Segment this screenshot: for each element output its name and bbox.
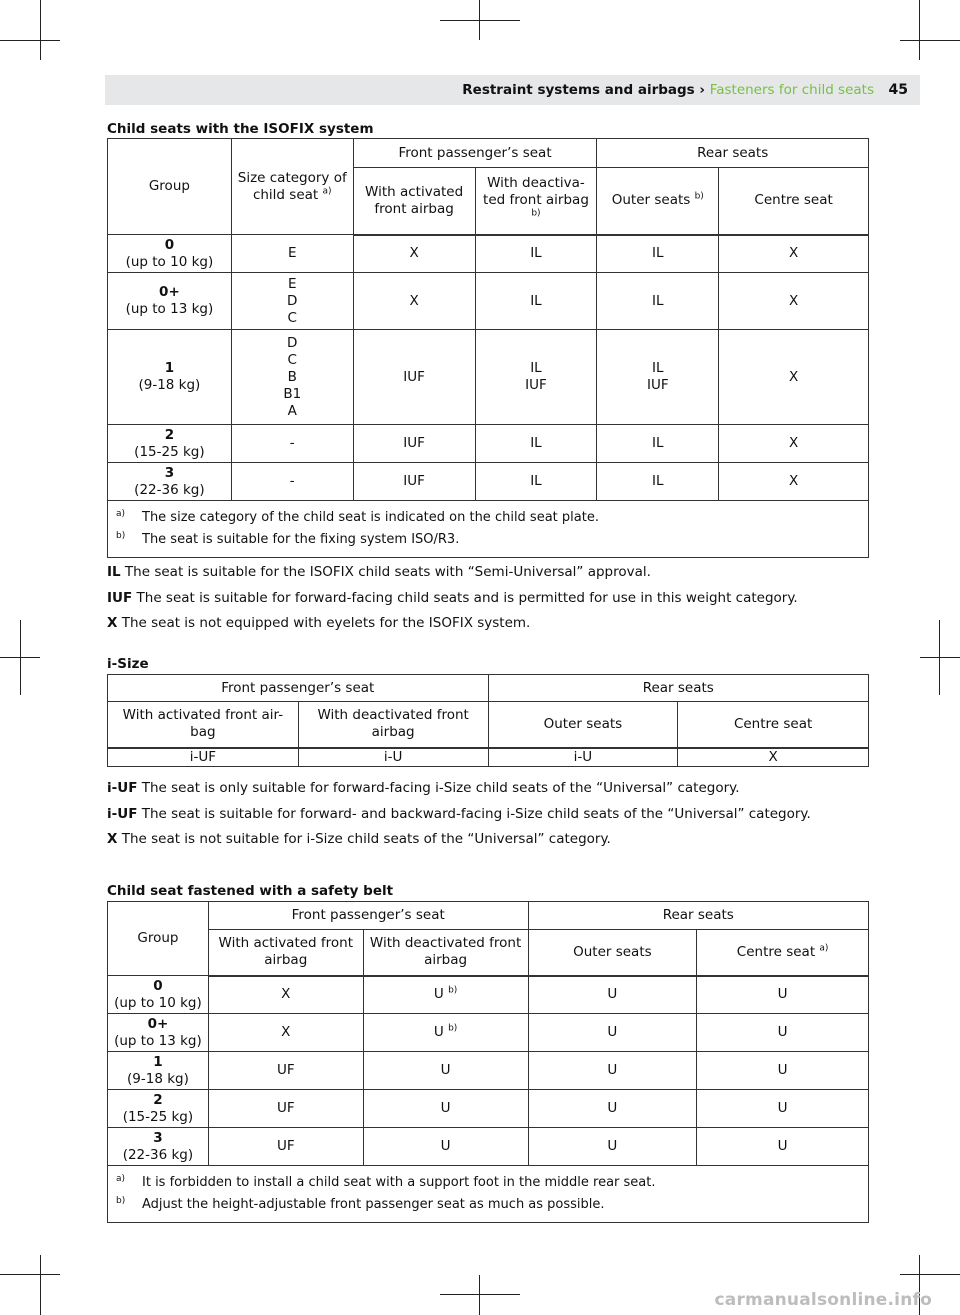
isofix-cell-size: - <box>231 425 353 463</box>
isofix-cell-fd: IL <box>475 273 597 330</box>
group-cell: 2 (15-25 kg) <box>108 425 232 463</box>
belt-cell-outer: U <box>528 1090 697 1128</box>
isofix-cell-centre: X <box>719 330 869 425</box>
crop-mark <box>920 657 960 658</box>
group-cell: 0+ (up to 13 kg) <box>108 1014 209 1052</box>
legend-i-uf-2: i-UF The seat is suitable for forward- and backward-facing i-Size child seats of the “Universal” category. <box>107 806 811 822</box>
belt-cell-front-deactive: U <box>363 1052 528 1090</box>
page-number: 45 <box>888 82 908 98</box>
isofix-title: Child seats with the ISOFIX system <box>107 121 374 137</box>
legend-x-2: X The seat is not suitable for i-Size child seats of the “Universal” category. <box>107 831 611 847</box>
belt-row <box>108 976 869 1014</box>
isofix-header-size: Size category of child seat $^{a)}$ <box>231 139 353 235</box>
belt-cell-centre: U <box>697 1052 869 1090</box>
isize-header-front: Front passenger’s seat <box>108 675 489 702</box>
belt-header-front-deactive: With deactivated front airbag <box>363 930 528 976</box>
isize-title: i-Size <box>107 656 149 672</box>
group-cell: 0+ (up to 13 kg) <box>108 273 232 330</box>
isofix-footnotes: a) The size category of the child seat is indicated on the child seat plate. b) The seat is suitable for the fixing system ISO/R3. <box>108 501 869 558</box>
group-cell: 3 (22-36 kg) <box>108 463 232 501</box>
isize-header-outer: Outer seats <box>488 702 678 748</box>
belt-footnotes: a) It is forbidden to install a child seat with a support foot in the middle rear seat. b) Adjust the height-adjustable front passenger seat as much as possible. <box>108 1166 869 1223</box>
belt-header-outer: Outer seats <box>528 930 697 976</box>
isize-header-front-active: With activated front air-bag <box>108 702 299 748</box>
footnote-text: It is forbidden to install a child seat with a support foot in the middle rear seat. <box>142 1175 656 1190</box>
isofix-table <box>107 138 869 558</box>
isofix-cell-fa: X <box>353 273 475 330</box>
belt-row <box>108 1052 869 1090</box>
isofix-cell-size: D C B B1 A <box>231 330 353 425</box>
footnote-text: The seat is suitable for the fixing system ISO/R3. <box>142 532 460 547</box>
isize-header-centre: Centre seat <box>678 702 869 748</box>
footnote-text: Adjust the height-adjustable front passenger seat as much as possible. <box>142 1197 605 1212</box>
isofix-cell-fa: IUF <box>353 425 475 463</box>
isofix-header-outer: Outer seats $^{b)}$ <box>597 168 719 235</box>
belt-cell-front-active: UF <box>208 1128 363 1166</box>
belt-cell-outer: U <box>528 1052 697 1090</box>
isize-cell: i-U <box>488 748 678 767</box>
belt-row <box>108 1014 869 1052</box>
isofix-row <box>108 330 869 425</box>
belt-row <box>108 1128 869 1166</box>
belt-cell-centre: U <box>697 1128 869 1166</box>
isofix-cell-fd: IL IUF <box>475 330 597 425</box>
group-cell: 0 (up to 10 kg) <box>108 976 209 1014</box>
group-cell: 2 (15-25 kg) <box>108 1090 209 1128</box>
isofix-row <box>108 273 869 330</box>
legend-iuf: IUF The seat is suitable for forward-facing child seats and is permitted for use in this weight category. <box>107 590 798 606</box>
belt-header-front: Front passenger’s seat <box>208 902 528 930</box>
belt-cell-front-active: UF <box>208 1090 363 1128</box>
isofix-header-group: Group <box>108 139 232 235</box>
isize-cell: X <box>678 748 869 767</box>
isofix-header-centre: Centre seat <box>719 168 869 235</box>
isize-header-rear: Rear seats <box>488 675 868 702</box>
crop-mark <box>0 40 60 41</box>
belt-row <box>108 1090 869 1128</box>
header-chapter: Restraint systems and airbags <box>462 82 695 98</box>
belt-cell-outer: U <box>528 1128 697 1166</box>
belt-cell-front-deactive: U $^{b)}$ <box>363 1014 528 1052</box>
watermark: carmanualsonline.info <box>714 1290 932 1310</box>
isofix-cell-outer: IL <box>597 425 719 463</box>
isofix-cell-outer: IL IUF <box>597 330 719 425</box>
isofix-cell-size: E <box>231 235 353 273</box>
belt-header-centre: Centre seat $^{a)}$ <box>697 930 869 976</box>
isofix-header-front-active: With activated front airbag <box>353 168 475 235</box>
belt-cell-front-deactive: U <box>363 1128 528 1166</box>
crop-mark <box>479 1275 480 1315</box>
isofix-cell-fd: IL <box>475 425 597 463</box>
isofix-cell-size: E D C <box>231 273 353 330</box>
isize-header-front-deactive: With deactivated front airbag <box>298 702 488 748</box>
belt-cell-front-deactive: U <box>363 1090 528 1128</box>
group-cell: 0 (up to 10 kg) <box>108 235 232 273</box>
crop-mark <box>900 40 960 41</box>
crop-mark <box>0 657 40 658</box>
crop-mark <box>440 20 520 21</box>
isofix-cell-centre: X <box>719 235 869 273</box>
belt-header-front-active: With activated front airbag <box>208 930 363 976</box>
belt-cell-centre: U <box>697 1014 869 1052</box>
belt-cell-front-active: X <box>208 976 363 1014</box>
isofix-header-rear: Rear seats <box>597 139 869 168</box>
belt-cell-outer: U <box>528 1014 697 1052</box>
belt-header-group: Group <box>108 902 209 976</box>
isofix-row <box>108 463 869 501</box>
isofix-row <box>108 235 869 273</box>
isize-cell: i-U <box>298 748 488 767</box>
isofix-cell-size: - <box>231 463 353 501</box>
crop-mark <box>440 1294 520 1295</box>
legend-il: IL The seat is suitable for the ISOFIX child seats with “Semi-Universal” approval. <box>107 564 651 580</box>
belt-cell-centre: U <box>697 1090 869 1128</box>
legend-x: X The seat is not equipped with eyelets for the ISOFIX system. <box>107 615 531 631</box>
legend-i-uf-1: i-UF The seat is only suitable for forward-facing i-Size child seats of the “Universal” category. <box>107 780 740 796</box>
running-header <box>462 82 874 98</box>
isofix-header-front: Front passenger’s seat <box>353 139 597 168</box>
isofix-row <box>108 425 869 463</box>
header-separator: › <box>699 82 705 98</box>
isofix-cell-fa: IUF <box>353 330 475 425</box>
isize-table <box>107 674 869 767</box>
isofix-cell-fd: IL <box>475 463 597 501</box>
belt-cell-centre: U <box>697 976 869 1014</box>
belt-cell-outer: U <box>528 976 697 1014</box>
belt-cell-front-active: X <box>208 1014 363 1052</box>
group-cell: 3 (22-36 kg) <box>108 1128 209 1166</box>
footnote-text: The size category of the child seat is indicated on the child seat plate. <box>142 510 599 525</box>
isofix-cell-centre: X <box>719 463 869 501</box>
isofix-cell-centre: X <box>719 425 869 463</box>
header-section-link[interactable]: Fasteners for child seats <box>709 82 874 98</box>
isize-cell: i-UF <box>108 748 299 767</box>
isofix-cell-fd: IL <box>475 235 597 273</box>
belt-title: Child seat fastened with a safety belt <box>107 883 394 899</box>
crop-mark <box>900 1274 960 1275</box>
isofix-cell-outer: IL <box>597 273 719 330</box>
isofix-cell-fa: X <box>353 235 475 273</box>
crop-mark <box>0 1274 60 1275</box>
crop-mark <box>919 0 920 60</box>
isofix-header-front-deactive: With deactiva-ted front airbag $^{b)}$ <box>475 168 597 235</box>
isofix-cell-outer: IL <box>597 235 719 273</box>
belt-header-rear: Rear seats <box>528 902 868 930</box>
isofix-cell-outer: IL <box>597 463 719 501</box>
belt-table <box>107 901 869 1223</box>
group-cell: 1 (9-18 kg) <box>108 1052 209 1090</box>
group-cell: 1 (9-18 kg) <box>108 330 232 425</box>
belt-cell-front-deactive: U $^{b)}$ <box>363 976 528 1014</box>
isofix-cell-fa: IUF <box>353 463 475 501</box>
crop-mark <box>40 0 41 60</box>
belt-cell-front-active: UF <box>208 1052 363 1090</box>
isofix-cell-centre: X <box>719 273 869 330</box>
crop-mark <box>40 1255 41 1315</box>
